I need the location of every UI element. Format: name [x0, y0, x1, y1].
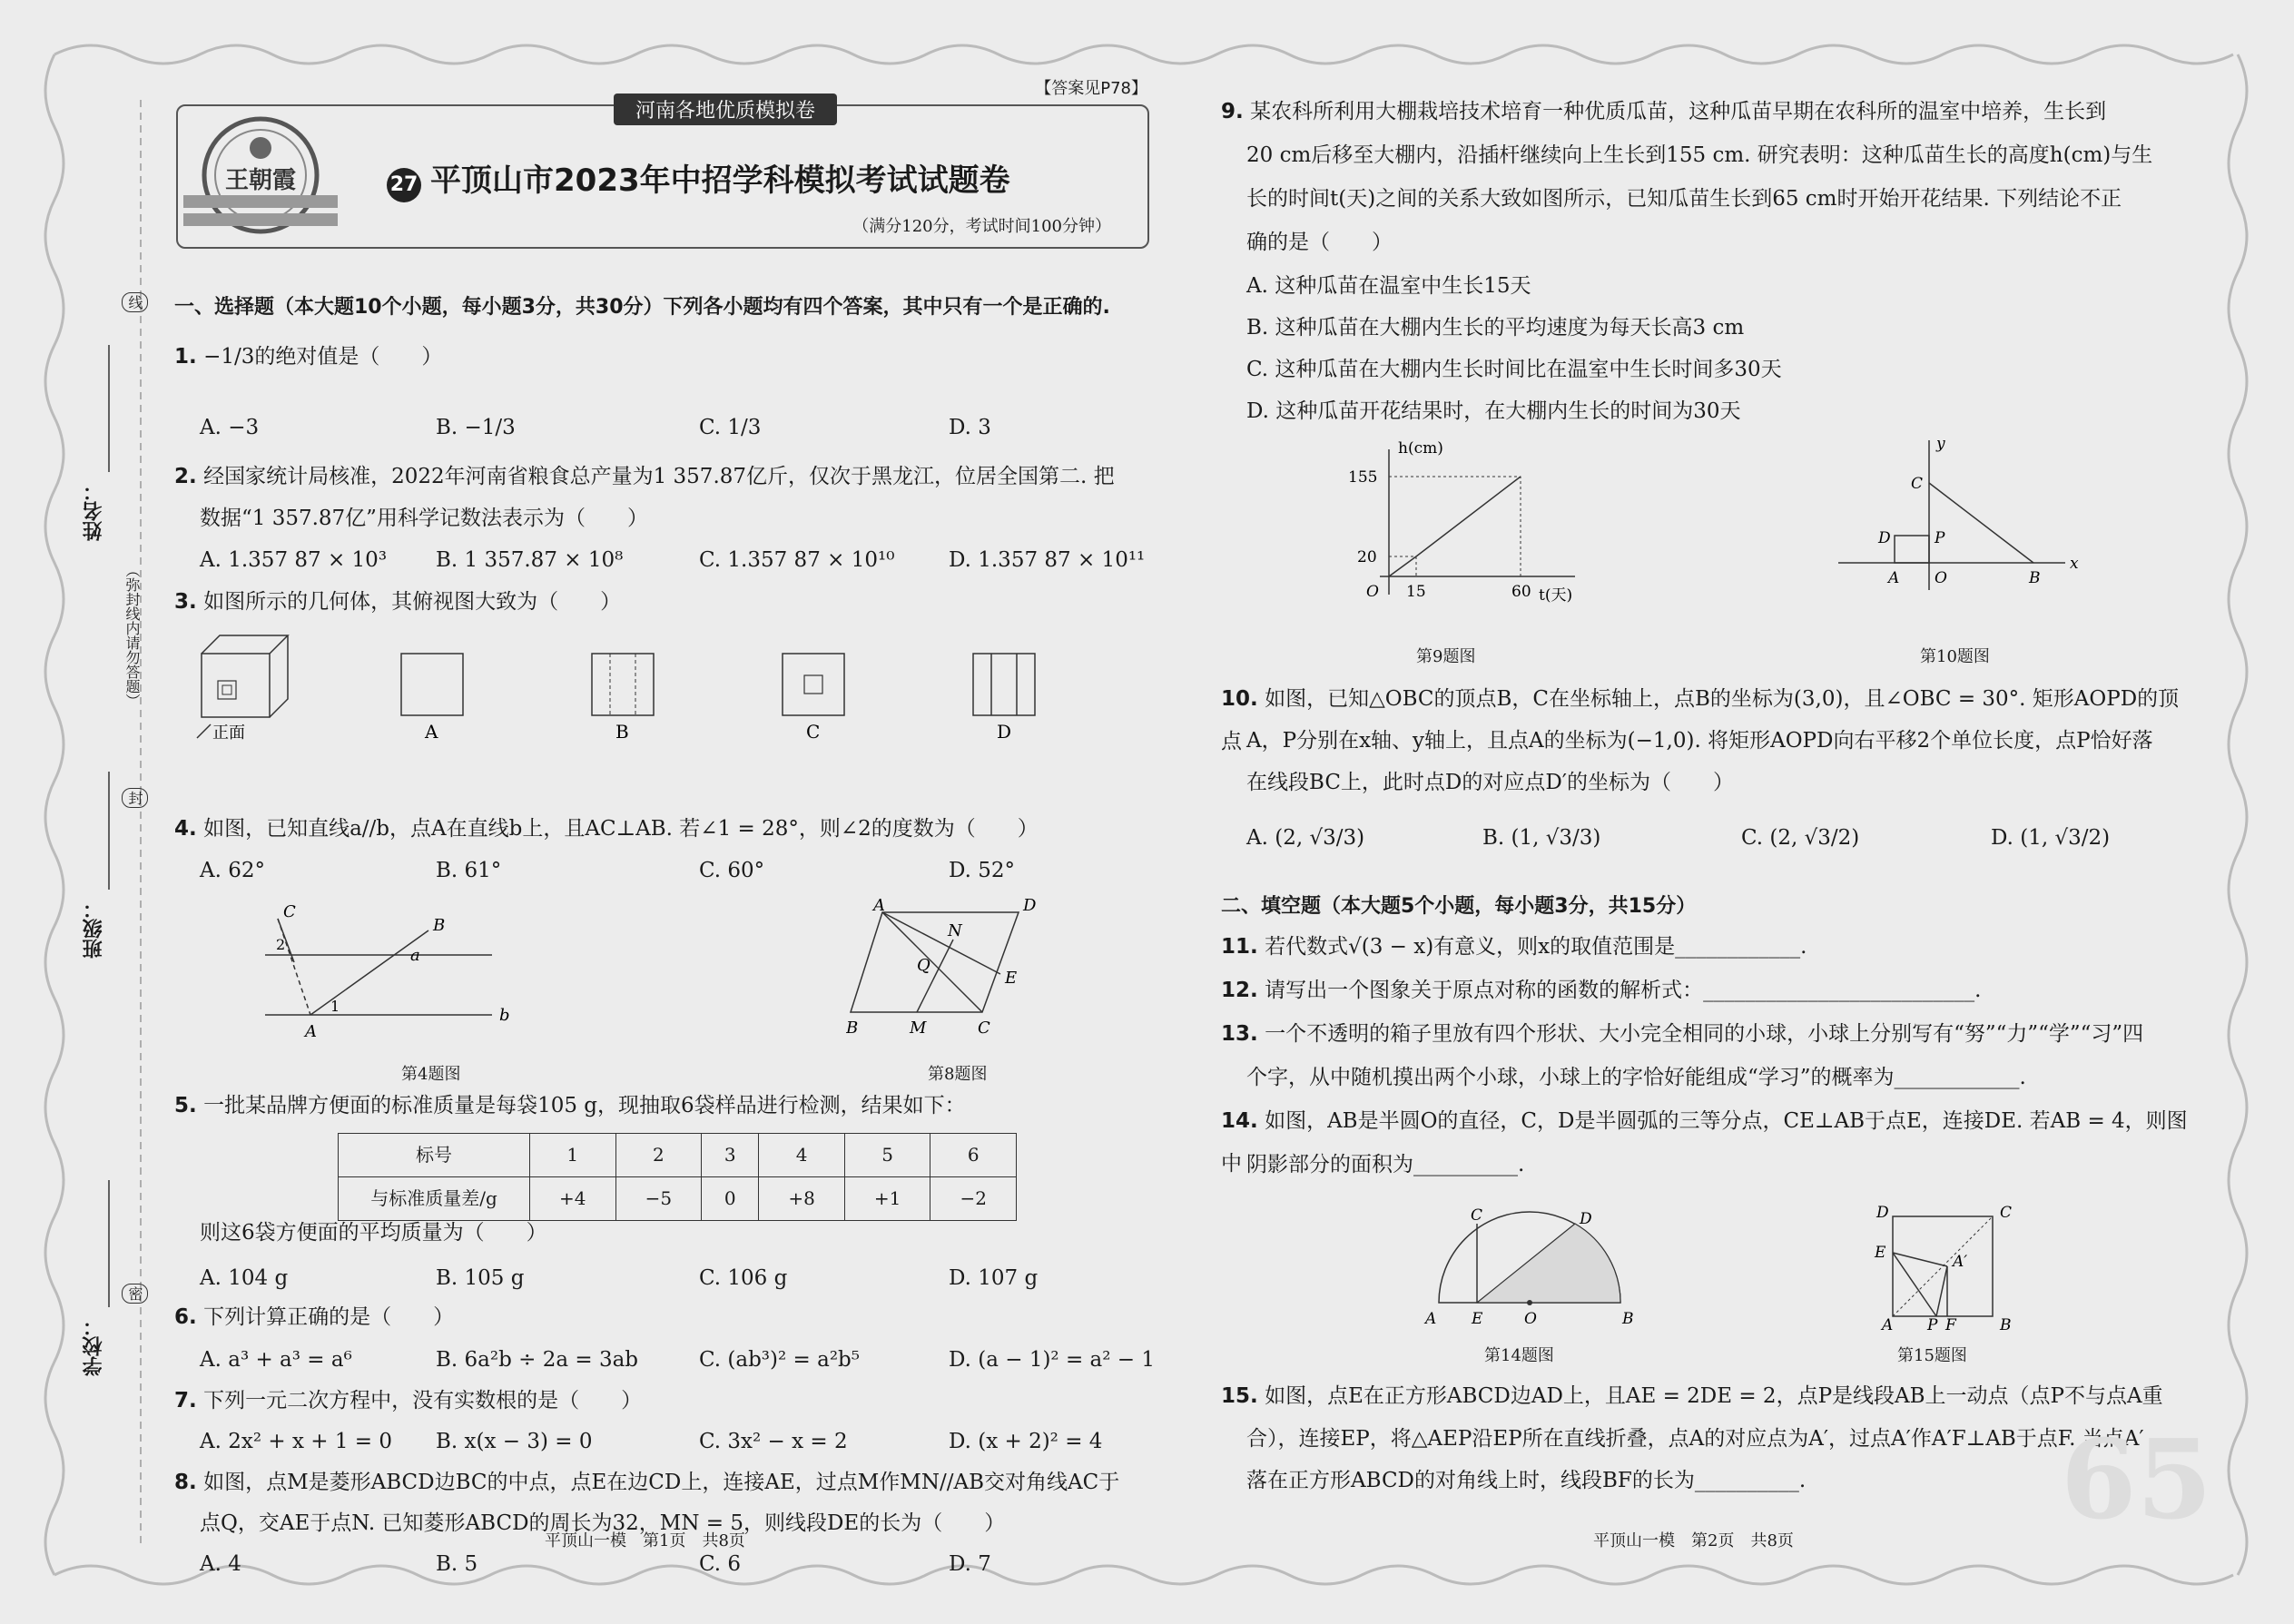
question-number: 4.	[174, 817, 197, 841]
question-9-line4: 确的是（ ）	[1246, 231, 1393, 254]
figure-9	[1348, 440, 1584, 604]
name-label: 姓名：	[83, 481, 105, 541]
figure-10	[1838, 436, 2083, 599]
fig8-label-E: E	[1005, 969, 1018, 988]
question-5-line2: 则这6袋方便面的平均质量为（ ）	[200, 1221, 547, 1245]
fig8-label-C: C	[978, 1019, 990, 1038]
fig4-label-C: C	[283, 902, 296, 921]
question-text: 如图，AB是半圆O的直径，C，D是半圆弧的三等分点，CE⊥AB于点E，连接DE. 若AB = 4，则图中	[1221, 1109, 2188, 1176]
question-text: 下列计算正确的是（ ）	[203, 1305, 455, 1329]
name-fill-line	[107, 0, 111, 1624]
table-cell: 2	[615, 1134, 702, 1177]
question-number: 5.	[174, 1094, 197, 1117]
fig15-label-F: F	[1945, 1316, 1956, 1330]
table-cell: +1	[844, 1177, 930, 1221]
series-tag: 河南各地优质模拟卷	[614, 94, 837, 125]
svg-text:王朝霞: 王朝霞	[224, 167, 297, 194]
table-cell: −5	[615, 1177, 702, 1221]
fig4-label-b: b	[499, 1006, 510, 1025]
question-number: 7.	[174, 1389, 197, 1412]
fig8-label-N: N	[948, 921, 962, 940]
fig14-label-A: A	[1425, 1310, 1437, 1328]
fig9-ylabel: h(cm)	[1398, 440, 1443, 458]
option-a: A. 1.357 87 × 10³	[200, 548, 388, 572]
question-text: 一批某品牌方便面的标准质量是每袋105 g，现抽取6袋样品进行检测，结果如下：	[203, 1094, 966, 1117]
footer-right: 平顶山一模 第2页 共8页	[1593, 1531, 1794, 1550]
fig14-label-E: E	[1472, 1310, 1483, 1328]
option-d: D. (1, √3/2)	[1991, 826, 2111, 850]
table-cell: 6	[930, 1134, 1017, 1177]
question-number: 3.	[174, 590, 197, 614]
fig10-label-D: D	[1878, 529, 1891, 547]
fig8-label-A: A	[873, 896, 885, 915]
option-a: A. (2, √3/3)	[1246, 826, 1365, 850]
option-d: D. 52°	[949, 859, 1016, 882]
figure-8-caption: 第8题图	[928, 1065, 988, 1084]
school-label: 学校：	[83, 1316, 105, 1376]
question-text: 如图，已知直线a//b，点A在直线b上，且AC⊥AB. 若∠1 = 28°，则∠2的度数为（ ）	[203, 817, 1039, 841]
view-b-label: B	[615, 721, 629, 740]
question-10-line2: A，P分别在x轴、y轴上，且点A的坐标为(−1,0). 将矩形AOPD向右平移2个单位长度，点P恰好落	[1246, 729, 2153, 753]
option-a: A. 这种瓜苗在温室中生长15天	[1246, 274, 1531, 298]
option-b: B. (1, √3/3)	[1482, 826, 1601, 850]
question-text: −1/3的绝对值是（ ）	[203, 345, 443, 369]
view-c-label: C	[806, 721, 821, 740]
seal-secret-mark: 密	[122, 1284, 148, 1304]
table-cell: 3	[702, 1134, 759, 1177]
question-15	[1221, 1375, 2200, 1418]
quality-table	[338, 1133, 1017, 1221]
option-c: C. (ab³)² = a²b⁵	[699, 1348, 860, 1372]
fig9-tick-60: 60	[1511, 583, 1531, 601]
table-cell: 标号	[339, 1134, 530, 1177]
question-15-line2: 合），连接EP，将△AEP沿EP所在直线折叠，点A的对应点为A′，过点A′作A′F⊥AB于点F. 当点A′	[1246, 1427, 2144, 1451]
fig15-label-E: E	[1875, 1244, 1886, 1262]
exam-number-badge: 27	[387, 168, 421, 202]
exam-title-text: 平顶山市2023年中招学科模拟考试试题卷	[430, 162, 1010, 199]
question-13-line2: 个字，从中随机摸出两个小球，小球上的字恰好能组成“学习”的概率为____________.	[1246, 1066, 2026, 1089]
fig15-label-C: C	[2000, 1204, 2013, 1222]
seal-line-mark: 线	[122, 292, 148, 312]
option-b: B. x(x − 3) = 0	[436, 1430, 593, 1453]
question-text: 如图，点M是菱形ABCD边BC的中点，点E在边CD上，连接AE，过点M作MN//AB交对角线AC于	[203, 1471, 1120, 1494]
fig14-label-O: O	[1524, 1310, 1537, 1328]
question-2	[174, 456, 1147, 498]
option-c: C. 这种瓜苗在大棚内生长时间比在温室中生长时间多30天	[1246, 358, 1782, 381]
view-d	[973, 654, 1035, 715]
fig10-label-x: x	[2070, 555, 2079, 573]
fig10-label-P: P	[1935, 529, 1945, 547]
question-13	[1221, 1013, 2200, 1056]
question-number: 11.	[1221, 935, 1258, 959]
figure-8	[846, 894, 1064, 1044]
question-number: 9.	[1221, 100, 1244, 123]
option-a: A. −3	[200, 416, 260, 439]
fig15-label-A-prime: A′	[1953, 1253, 1968, 1271]
option-d: D. 3	[949, 416, 991, 439]
option-d: D. (x + 2)² = 4	[949, 1430, 1103, 1453]
option-c: C. (2, √3/2)	[1741, 826, 1860, 850]
option-a: A. 2x² + x + 1 = 0	[200, 1430, 392, 1453]
question-7	[174, 1380, 1147, 1422]
figure-14	[1421, 1207, 1639, 1330]
question-text: 如图，已知△OBC的顶点B，C在坐标轴上，点B的坐标为(3,0)，且∠OBC = 30°. 矩形AOPD的顶点	[1221, 687, 2180, 753]
question-number: 10.	[1221, 687, 1258, 711]
table-cell: 4	[759, 1134, 845, 1177]
question-number: 2.	[174, 465, 197, 488]
question-number: 15.	[1221, 1384, 1258, 1408]
question-14-line2: 阴影部分的面积为__________.	[1246, 1153, 1525, 1176]
option-a: A. a³ + a³ = a⁶	[200, 1348, 352, 1372]
option-d: D. 7	[949, 1552, 991, 1576]
question-text: 一个不透明的箱子里放有四个形状、大小完全相同的小球，小球上分别写有“努”“力”“学”“习”四	[1265, 1022, 2144, 1046]
question-text: 如图，点E在正方形ABCD边AD上，且AE = 2DE = 2，点P是线段AB上一动点（点P不与点A重	[1265, 1384, 2163, 1408]
fig8-label-M: M	[910, 1019, 927, 1038]
question-number: 1.	[174, 345, 197, 369]
fig15-label-D: D	[1876, 1204, 1889, 1222]
option-b: B. 1 357.87 × 10⁸	[436, 548, 624, 572]
question-9-line2: 20 cm后移至大棚内，沿插杆继续向上生长到155 cm. 研究表明：这种瓜苗生长的高度h(cm)与生	[1246, 143, 2153, 167]
option-a: A. 4	[200, 1552, 241, 1576]
question-6	[174, 1296, 1147, 1339]
question-10-line3: 在线段BC上，此时点D的对应点D′的坐标为（ ）	[1246, 771, 1735, 794]
exam-title	[387, 155, 1010, 202]
fig10-label-B: B	[2029, 569, 2041, 587]
fig9-tick-15: 15	[1406, 583, 1426, 601]
view-a	[401, 654, 463, 715]
option-d: D. 107 g	[949, 1266, 1039, 1290]
question-text: 若代数式√(3 − x)有意义，则x的取值范围是____________.	[1265, 935, 1807, 959]
table-row	[339, 1134, 1017, 1177]
fig9-xlabel: t(天)	[1539, 586, 1573, 604]
front-label: 正面	[212, 723, 245, 740]
fig14-label-D: D	[1580, 1210, 1592, 1228]
answer-reference: 【答案见P78】	[1035, 79, 1147, 98]
fig15-label-A: A	[1882, 1316, 1894, 1330]
question-11	[1221, 926, 2200, 969]
table-cell: +8	[759, 1177, 845, 1221]
section-2-heading: 二、填空题（本大题5个小题，每小题3分，共15分）	[1221, 895, 1697, 918]
table-cell: −2	[930, 1177, 1017, 1221]
figure-10-caption: 第10题图	[1920, 647, 1990, 666]
table-cell: 1	[530, 1134, 616, 1177]
fig15-label-B: B	[2000, 1316, 2012, 1330]
fig15-label-P: P	[1927, 1316, 1938, 1330]
table-cell: +4	[530, 1177, 616, 1221]
question-number: 6.	[174, 1305, 197, 1329]
option-b: B. 这种瓜苗在大棚内生长的平均速度为每天长高3 cm	[1246, 316, 1745, 340]
option-a: A. 104 g	[200, 1266, 289, 1290]
footer-left: 平顶山一模 第1页 共8页	[545, 1531, 745, 1550]
fig10-label-O: O	[1935, 569, 1947, 587]
fig4-label-B: B	[433, 916, 446, 935]
view-b	[592, 654, 654, 715]
question-9-line3: 长的时间t(天)之间的关系大致如图所示，已知瓜苗生长到65 cm时开始开花结果. 下列结论不正	[1246, 187, 2122, 211]
seal-seal-mark: 封	[122, 788, 148, 808]
table-cell: 与标准质量差/g	[339, 1177, 530, 1221]
fig9-origin: O	[1366, 583, 1379, 601]
option-b: B. −1/3	[436, 416, 516, 439]
option-b: B. 61°	[436, 859, 502, 882]
view-c	[783, 654, 844, 715]
view-a-label: A	[425, 721, 438, 740]
question-number: 14.	[1221, 1109, 1258, 1133]
option-c: C. 1.357 87 × 10¹⁰	[699, 548, 895, 572]
question-number: 13.	[1221, 1022, 1258, 1046]
option-b: B. 105 g	[436, 1266, 525, 1290]
question-1	[174, 336, 1147, 379]
option-c: C. 106 g	[699, 1266, 788, 1290]
question-3	[174, 581, 1147, 624]
seal-note: （弥封线内请勿答题）	[123, 563, 141, 708]
fig4-angle-1: 1	[330, 998, 340, 1015]
fig8-label-Q: Q	[917, 956, 930, 975]
fig14-label-B: B	[1622, 1310, 1634, 1328]
fig14-label-C: C	[1471, 1207, 1483, 1225]
option-d: D. (a − 1)² = a² − 1	[949, 1348, 1156, 1372]
fig9-tick-155: 155	[1348, 468, 1378, 487]
question-8-line2: 点Q，交AE于点N. 已知菱形ABCD的周长为32，MN = 5，则线段DE的长为（ ）	[200, 1511, 1006, 1535]
question-text: 请写出一个图象关于原点对称的函数的解析式：__________________________.	[1265, 979, 1982, 1002]
question-8	[174, 1462, 1147, 1504]
question-number: 12.	[1221, 979, 1258, 1002]
option-d: D. 1.357 87 × 10¹¹	[949, 548, 1146, 572]
question-5	[174, 1085, 1147, 1127]
fig8-label-D: D	[1023, 896, 1037, 915]
figure-15	[1866, 1203, 2065, 1330]
figure-4-caption: 第4题图	[401, 1065, 461, 1084]
figure-14-caption: 第14题图	[1484, 1346, 1554, 1365]
question-9	[1221, 91, 2200, 133]
publisher-logo	[183, 112, 338, 239]
section-1-heading: 一、选择题（本大题10个小题，每小题3分，共30分）下列各小题均有四个答案，其中只有一个是正确的.	[174, 296, 1110, 319]
option-a: A. 62°	[200, 859, 265, 882]
fig4-label-A: A	[305, 1022, 317, 1041]
question-number: 8.	[174, 1471, 197, 1494]
fig9-tick-20: 20	[1357, 548, 1377, 566]
fig4-angle-2: 2	[276, 936, 286, 953]
question-2-line2: 数据“1 357.87亿”用科学记数法表示为（ ）	[200, 507, 648, 530]
figure-4	[265, 899, 537, 1044]
question-text: 经国家统计局核准，2022年河南省粮食总产量为1 357.87亿斤，仅次于黑龙江，位居全国第二. 把	[203, 465, 1115, 488]
question-15-line3: 落在正方形ABCD的对角线上时，线段BF的长为__________.	[1246, 1469, 1807, 1492]
question-3-figures	[192, 631, 1146, 740]
question-4	[174, 808, 1147, 851]
option-c: C. 60°	[699, 859, 765, 882]
question-12	[1221, 969, 2200, 1012]
fig4-label-a: a	[410, 946, 420, 965]
cube-figure	[197, 635, 288, 740]
fig10-label-y: y	[1936, 436, 1945, 453]
fig8-label-B: B	[846, 1019, 859, 1038]
question-text: 某农科所利用大棚栽培技术培育一种优质瓜苗，这种瓜苗早期在农科所的温室中培养，生长到	[1250, 100, 2107, 123]
option-b: B. 5	[436, 1552, 478, 1576]
view-d-label: D	[997, 721, 1012, 740]
option-b: B. 6a²b ÷ 2a = 3ab	[436, 1348, 639, 1372]
option-d: D. 这种瓜苗开花结果时，在大棚内生长的时间为30天	[1246, 399, 1741, 423]
fig10-label-C: C	[1911, 475, 1924, 493]
figure-15-caption: 第15题图	[1897, 1346, 1967, 1365]
exam-subtitle: （满分120分，考试时间100分钟）	[852, 217, 1111, 236]
option-c: C. 1/3	[699, 416, 762, 439]
exam-header	[176, 79, 1149, 249]
option-c: C. 3x² − x = 2	[699, 1430, 848, 1453]
question-text: 如图所示的几何体，其俯视图大致为（ ）	[203, 590, 622, 614]
class-label: 班级：	[83, 899, 105, 959]
option-c: C. 6	[699, 1552, 742, 1576]
fig10-label-A: A	[1888, 569, 1900, 587]
question-text: 下列一元二次方程中，没有实数根的是（ ）	[203, 1389, 643, 1412]
figure-9-caption: 第9题图	[1416, 647, 1476, 666]
page-number-watermark: 65	[2061, 1416, 2212, 1544]
table-cell: 5	[844, 1134, 930, 1177]
table-cell: 0	[702, 1177, 759, 1221]
